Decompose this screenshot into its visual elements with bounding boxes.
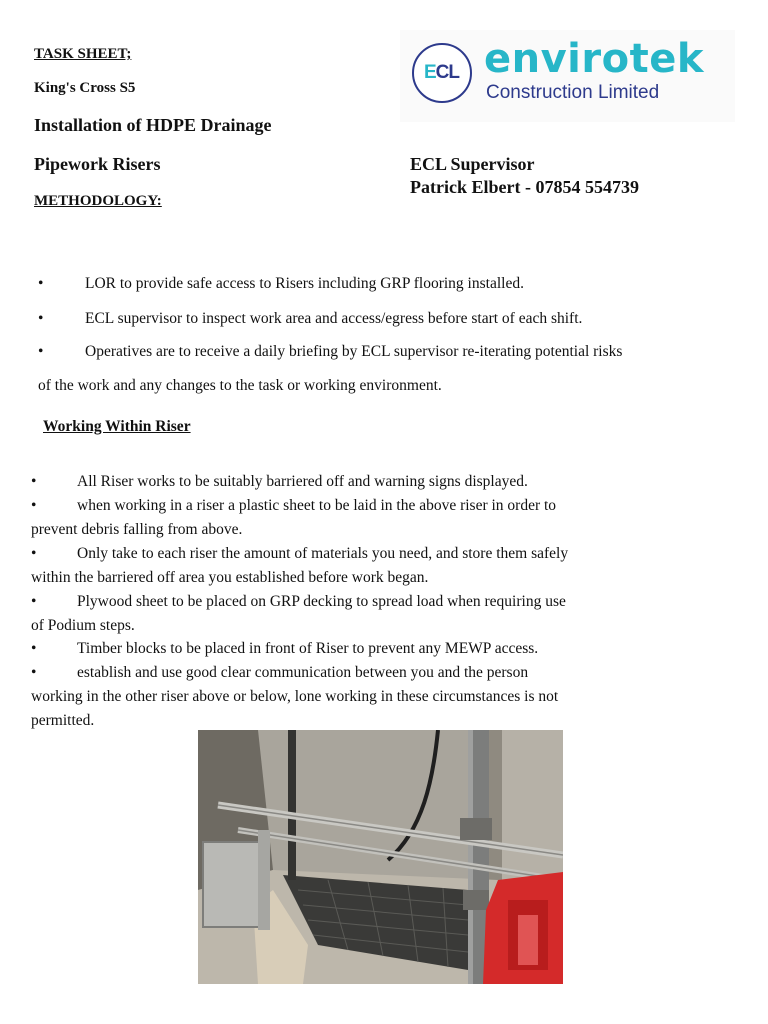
list-item-continuation: of the work and any changes to the task or working environment. — [38, 377, 442, 394]
task-sheet-heading: TASK SHEET; — [34, 46, 132, 62]
site-name: King's Cross S5 — [34, 80, 136, 96]
list-item-continuation: within the barriered off area you established before work began. — [31, 569, 429, 586]
list-item-continuation: prevent debris falling from above. — [31, 521, 243, 538]
list-item-continuation: of Podium steps. — [31, 617, 135, 634]
supervisor-label: ECL Supervisor — [410, 154, 535, 174]
logo-subtitle: Construction Limited — [486, 82, 660, 103]
section-heading: Working Within Riser — [43, 418, 191, 435]
list-item-continuation: permitted. — [31, 712, 95, 729]
title-line-2: Pipework Risers — [34, 154, 161, 174]
ecl-logo-icon: ECL — [412, 43, 472, 103]
supervisor-contact: Patrick Elbert - 07854 554739 — [410, 177, 639, 197]
company-logo — [400, 30, 735, 122]
title-line-1: Installation of HDPE Drainage — [34, 115, 272, 135]
logo-wordmark: envirotek — [484, 36, 704, 82]
riser-photo — [198, 730, 563, 984]
list-item-continuation: working in the other riser above or below, lone working in these circumstances is not — [31, 688, 559, 705]
methodology-heading: METHODOLOGY: — [34, 193, 162, 209]
